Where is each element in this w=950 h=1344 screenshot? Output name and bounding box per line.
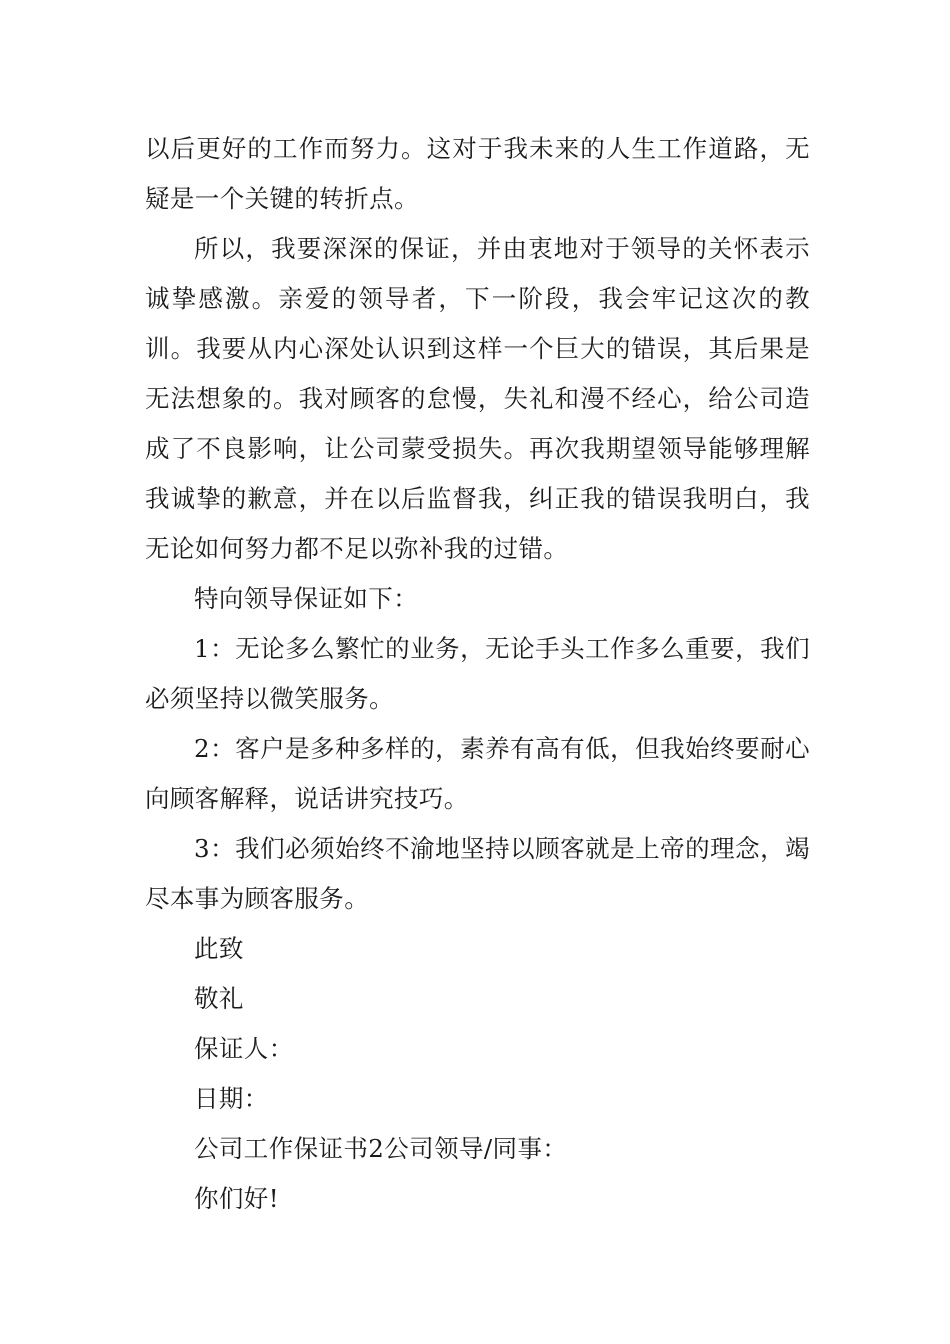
next-section-heading: 公司工作保证书2公司领导/同事： [194, 1134, 568, 1163]
closing-date: 日期： [194, 1084, 269, 1113]
closing-guarantor: 保证人： [194, 1034, 294, 1063]
paragraph-pledge-3: 3：我们必须始终不渝地坚持以顾客就是上帝的理念，竭尽本事为顾客服务。 [145, 834, 810, 913]
paragraph-pledge-intro: 特向领导保证如下： [194, 584, 419, 613]
paragraph-apology: 所以，我要深深的保证，并由衷地对于领导的关怀表示诚挚感激。亲爱的领导者，下一阶段，我会牢记这次的教训。我要从内心深处认识到这样一个巨大的错误，其后果是无法想象的。我对顾客的怠慢，失礼和漫不经心，给公司造成了不良影响，让公司蒙受损失。再次我期望领导能够理解我诚挚的歉意，并在以后监督我，纠正我的错误我明白，我无论如何努力都不足以弥补我的过错。 [145, 234, 810, 563]
closing-regards: 敬礼 [194, 984, 244, 1013]
document-body [145, 124, 810, 1224]
paragraph-pledge-2: 2：客户是多种多样的，素养有高有低，但我始终要耐心向顾客解释，说话讲究技巧。 [145, 734, 810, 813]
paragraph-continuation: 以后更好的工作而努力。这对于我未来的人生工作道路，无疑是一个关键的转折点。 [145, 134, 810, 213]
next-section-greeting: 你们好! [194, 1184, 279, 1213]
closing-salutation: 此致 [194, 934, 244, 963]
paragraph-pledge-1: 1：无论多么繁忙的业务，无论手头工作多么重要，我们必须坚持以微笑服务。 [145, 634, 810, 713]
